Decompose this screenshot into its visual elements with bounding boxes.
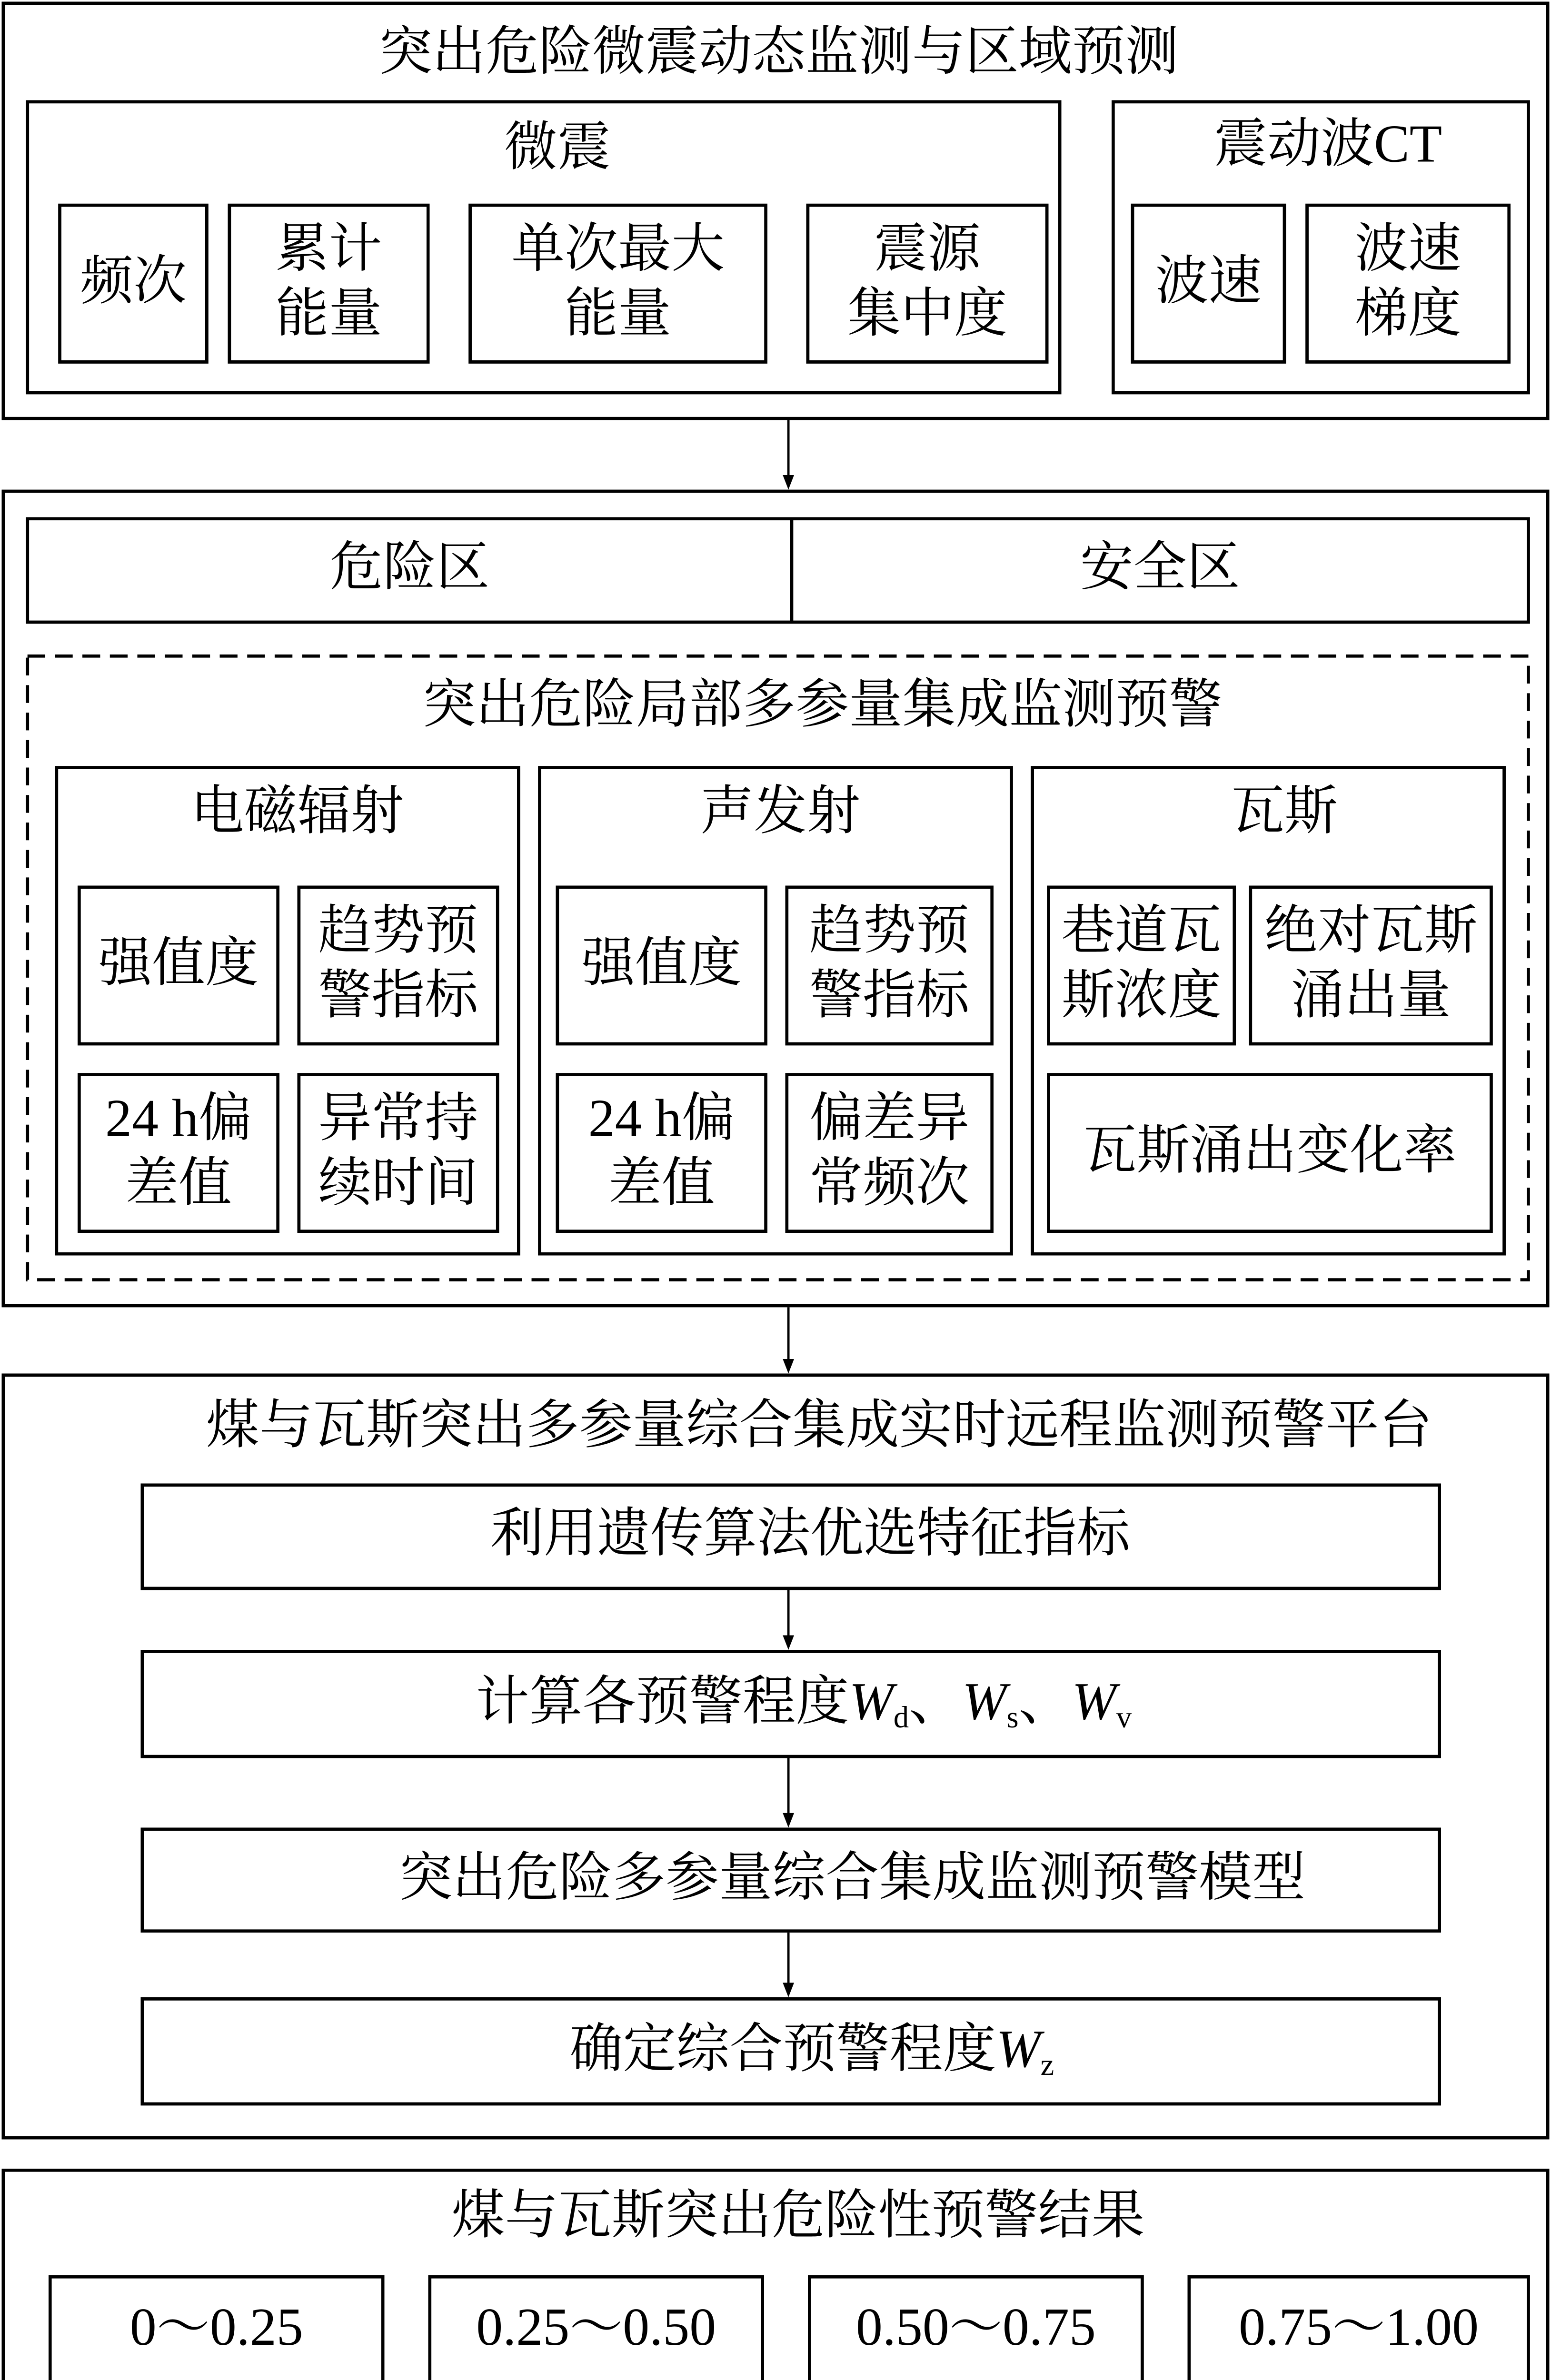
weight-wd <box>849 1673 909 1735</box>
arrow-head <box>783 1359 794 1374</box>
group-acoustic-emission-title: 声发射 <box>700 783 861 841</box>
section-monitoring <box>1 1 1549 420</box>
step-select-indicators: 利用遗传算法优选特征指标 <box>140 1483 1441 1590</box>
step-comprehensive-degree-text <box>569 2019 1054 2083</box>
section-platform-title: 煤与瓦斯突出多参量综合集成实时远程监测预警平台 <box>206 1397 1432 1455</box>
section-zoning <box>1 490 1549 1308</box>
seismic-ct-title: 震动波CT <box>1214 115 1442 174</box>
weight-subscript: z <box>1040 2048 1054 2082</box>
weight-wv <box>1072 1673 1132 1735</box>
em-anomaly-duration: 异常持 续时间 <box>297 1073 499 1233</box>
zone-danger: 危险区 <box>26 517 793 624</box>
local-warning-title: 突出危险局部多参量集成监测预警 <box>422 676 1223 734</box>
ae-trend-index: 趋势预 警指标 <box>785 885 994 1045</box>
result-level-weak <box>428 2275 764 2380</box>
flow-arrow <box>779 1307 798 1373</box>
metric-max-single-energy: 单次最大 能量 <box>468 204 767 364</box>
result-range: 0.75～1.00 <box>1187 2275 1530 2380</box>
em-24h-deviation: 24 h偏 差值 <box>78 1073 279 1233</box>
microseism-title: 微震 <box>504 119 611 177</box>
weight-subscript: d <box>893 1701 909 1735</box>
metric-wave-velocity: 波速 <box>1131 204 1286 364</box>
result-range: 0.50～0.75 <box>808 2275 1144 2380</box>
gas-absolute-emission: 绝对瓦斯 涌出量 <box>1249 885 1492 1045</box>
result-level-medium <box>808 2275 1144 2380</box>
arrow-head <box>783 1636 794 1650</box>
result-level-none <box>49 2275 385 2380</box>
local-warning-panel <box>26 654 1530 1281</box>
group-electromagnetic-title: 电磁辐射 <box>190 783 404 841</box>
metric-frequency: 频次 <box>58 204 209 364</box>
weight-subscript: v <box>1116 1701 1132 1735</box>
metric-source-concentration: 震源 集中度 <box>806 204 1048 364</box>
step-compute-warning-degrees-text <box>476 1672 1132 1736</box>
weight-subscript: s <box>1006 1701 1019 1735</box>
gas-roadway-concentration: 巷道瓦 斯浓度 <box>1047 885 1236 1045</box>
weight-symbol: W <box>1072 1673 1116 1732</box>
step-text: 计算各预警程度 <box>476 1673 849 1732</box>
flow-arrow <box>779 420 798 490</box>
group-gas-title: 瓦斯 <box>1231 783 1338 841</box>
flow-arrow <box>779 1590 798 1650</box>
ae-24h-deviation: 24 h偏 差值 <box>556 1073 767 1233</box>
group-acoustic-emission <box>538 766 1013 1256</box>
weight-ws <box>962 1673 1019 1735</box>
symbol-separator: 、 <box>1018 1673 1072 1732</box>
weight-symbol: W <box>996 2021 1041 2080</box>
arrow-head <box>783 1983 794 1997</box>
flow-arrow <box>779 1758 798 1828</box>
section-results-title: 煤与瓦斯突出危险性预警结果 <box>451 2187 1145 2246</box>
em-trend-index: 趋势预 警指标 <box>297 885 499 1045</box>
metric-cumulative-energy: 累计 能量 <box>228 204 430 364</box>
section-monitoring-title: 突出危险微震动态监测与区域预测 <box>378 23 1179 82</box>
symbol-separator: 、 <box>909 1673 963 1732</box>
arrow-head <box>783 475 794 490</box>
step-integrated-model: 突出危险多参量综合集成监测预警模型 <box>140 1827 1441 1933</box>
step-comprehensive-degree <box>140 1997 1441 2105</box>
flow-arrow <box>779 1933 798 1997</box>
result-level-strong <box>1187 2275 1530 2380</box>
zone-safe: 安全区 <box>790 517 1530 624</box>
em-intensity: 强值度 <box>78 885 279 1045</box>
seismic-ct-panel <box>1112 100 1530 394</box>
microseism-panel <box>26 100 1061 394</box>
section-results <box>1 2169 1549 2380</box>
ae-intensity: 强值度 <box>556 885 767 1045</box>
group-electromagnetic <box>55 766 520 1256</box>
result-range: 0～0.25 <box>49 2275 385 2380</box>
weight-symbol: W <box>849 1673 894 1732</box>
step-text: 确定综合预警程度 <box>569 2021 996 2080</box>
metric-velocity-gradient: 波速 梯度 <box>1305 204 1511 364</box>
arrow-head <box>783 1813 794 1828</box>
step-compute-warning-degrees <box>140 1650 1441 1758</box>
weight-wz <box>996 2021 1054 2082</box>
ae-deviation-frequency: 偏差异 常频次 <box>785 1073 994 1233</box>
section-platform <box>1 1374 1549 2140</box>
weight-symbol: W <box>962 1673 1007 1732</box>
result-range: 0.25～0.50 <box>428 2275 764 2380</box>
gas-emission-change-rate: 瓦斯涌出变化率 <box>1047 1073 1493 1233</box>
group-gas <box>1031 766 1506 1256</box>
